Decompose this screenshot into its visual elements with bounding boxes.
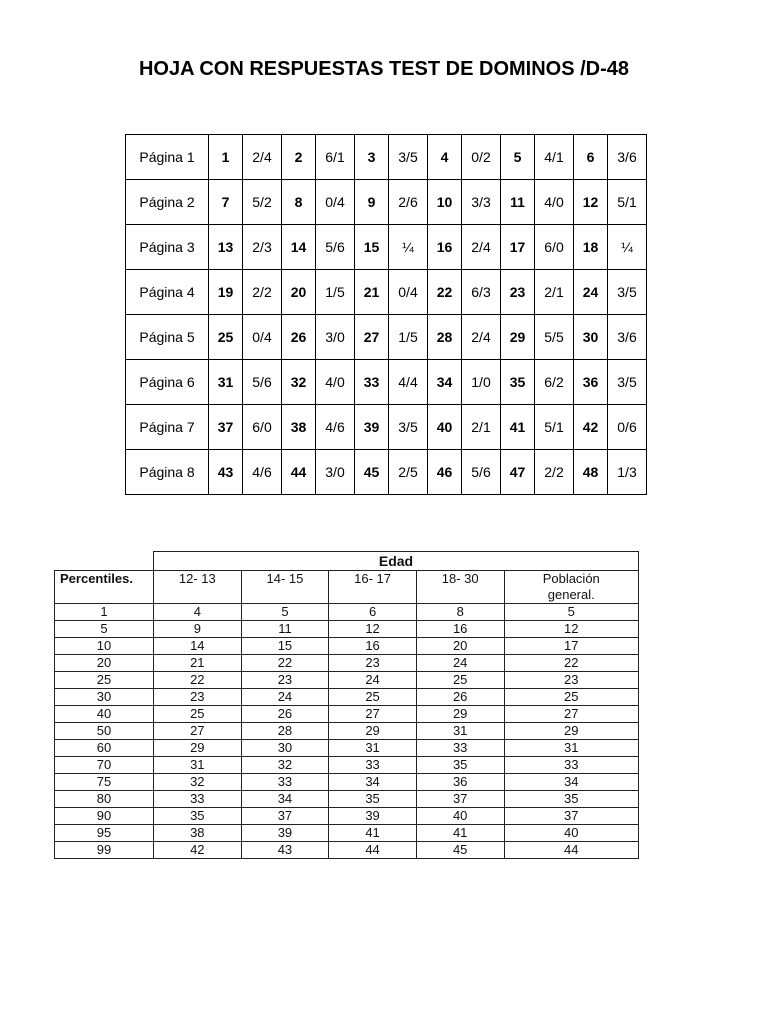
item-number: 35 bbox=[501, 360, 535, 405]
score-value: 31 bbox=[329, 740, 417, 757]
item-answer: 2/4 bbox=[243, 135, 282, 180]
score-value: 36 bbox=[416, 774, 504, 791]
answers-row bbox=[126, 270, 647, 315]
item-answer: 6/1 bbox=[316, 135, 355, 180]
score-value: 16 bbox=[329, 638, 417, 655]
score-value: 20 bbox=[416, 638, 504, 655]
percentile-value: 95 bbox=[55, 825, 154, 842]
item-number: 4 bbox=[428, 135, 462, 180]
score-value: 35 bbox=[416, 757, 504, 774]
score-value: 41 bbox=[329, 825, 417, 842]
item-answer: 0/4 bbox=[243, 315, 282, 360]
score-value: 5 bbox=[241, 604, 329, 621]
score-value: 24 bbox=[241, 689, 329, 706]
item-number: 22 bbox=[428, 270, 462, 315]
score-value: 34 bbox=[241, 791, 329, 808]
percentile-row bbox=[55, 842, 639, 859]
percentile-row bbox=[55, 723, 639, 740]
score-value: 42 bbox=[154, 842, 242, 859]
percentile-value: 1 bbox=[55, 604, 154, 621]
score-value: 38 bbox=[154, 825, 242, 842]
score-value: 31 bbox=[154, 757, 242, 774]
percentiles-header: Percentiles. bbox=[55, 571, 154, 604]
item-number: 7 bbox=[209, 180, 243, 225]
score-value: 8 bbox=[416, 604, 504, 621]
score-value: 15 bbox=[241, 638, 329, 655]
answers-table bbox=[125, 134, 647, 495]
item-answer: 5/6 bbox=[462, 450, 501, 495]
age-column-header: 18- 30 bbox=[416, 571, 504, 604]
score-value: 33 bbox=[241, 774, 329, 791]
score-value: 31 bbox=[504, 740, 639, 757]
age-column-header: 16- 17 bbox=[329, 571, 417, 604]
score-value: 45 bbox=[416, 842, 504, 859]
score-value: 40 bbox=[416, 808, 504, 825]
item-number: 8 bbox=[282, 180, 316, 225]
percentile-row bbox=[55, 655, 639, 672]
percentile-row bbox=[55, 604, 639, 621]
age-column-header: 14- 15 bbox=[241, 571, 329, 604]
item-answer: 2/1 bbox=[535, 270, 574, 315]
score-value: 23 bbox=[241, 672, 329, 689]
answers-row bbox=[126, 225, 647, 270]
percentile-value: 70 bbox=[55, 757, 154, 774]
item-number: 44 bbox=[282, 450, 316, 495]
percentile-value: 30 bbox=[55, 689, 154, 706]
item-number: 32 bbox=[282, 360, 316, 405]
score-value: 6 bbox=[329, 604, 417, 621]
item-number: 1 bbox=[209, 135, 243, 180]
item-number: 16 bbox=[428, 225, 462, 270]
item-answer: 4/1 bbox=[535, 135, 574, 180]
score-value: 29 bbox=[504, 723, 639, 740]
item-answer: 3/5 bbox=[389, 405, 428, 450]
score-value: 27 bbox=[504, 706, 639, 723]
item-number: 27 bbox=[355, 315, 389, 360]
item-answer: 4/0 bbox=[316, 360, 355, 405]
score-value: 44 bbox=[504, 842, 639, 859]
score-value: 21 bbox=[154, 655, 242, 672]
score-value: 28 bbox=[241, 723, 329, 740]
item-number: 38 bbox=[282, 405, 316, 450]
score-value: 9 bbox=[154, 621, 242, 638]
percentile-table-container bbox=[54, 551, 639, 884]
item-number: 5 bbox=[501, 135, 535, 180]
item-answer: 3/5 bbox=[608, 360, 647, 405]
score-value: 14 bbox=[154, 638, 242, 655]
percentile-value: 20 bbox=[55, 655, 154, 672]
item-answer: 0/6 bbox=[608, 405, 647, 450]
item-number: 6 bbox=[574, 135, 608, 180]
item-answer: 1/5 bbox=[389, 315, 428, 360]
score-value: 22 bbox=[241, 655, 329, 672]
page-label: Página 7 bbox=[126, 405, 209, 450]
percentile-row bbox=[55, 774, 639, 791]
score-value: 32 bbox=[241, 757, 329, 774]
item-answer: 4/6 bbox=[316, 405, 355, 450]
score-value: 34 bbox=[504, 774, 639, 791]
general-population-header bbox=[504, 571, 639, 604]
percentile-value: 99 bbox=[55, 842, 154, 859]
item-answer: 3/5 bbox=[389, 135, 428, 180]
score-value: 22 bbox=[504, 655, 639, 672]
item-answer: 4/4 bbox=[389, 360, 428, 405]
answers-row bbox=[126, 315, 647, 360]
item-number: 33 bbox=[355, 360, 389, 405]
score-value: 40 bbox=[504, 825, 639, 842]
percentile-value: 5 bbox=[55, 621, 154, 638]
item-number: 17 bbox=[501, 225, 535, 270]
item-answer: 0/4 bbox=[389, 270, 428, 315]
item-answer: 5/1 bbox=[608, 180, 647, 225]
item-number: 47 bbox=[501, 450, 535, 495]
page-label: Página 2 bbox=[126, 180, 209, 225]
score-value: 26 bbox=[241, 706, 329, 723]
item-number: 42 bbox=[574, 405, 608, 450]
score-value: 22 bbox=[154, 672, 242, 689]
item-answer: ¼ bbox=[389, 225, 428, 270]
score-value: 33 bbox=[154, 791, 242, 808]
item-answer: 3/3 bbox=[462, 180, 501, 225]
item-answer: 5/1 bbox=[535, 405, 574, 450]
item-number: 31 bbox=[209, 360, 243, 405]
score-value: 37 bbox=[241, 808, 329, 825]
score-value: 24 bbox=[416, 655, 504, 672]
item-number: 37 bbox=[209, 405, 243, 450]
percentile-row bbox=[55, 740, 639, 757]
score-value: 35 bbox=[504, 791, 639, 808]
score-value: 41 bbox=[416, 825, 504, 842]
item-answer: 2/4 bbox=[462, 315, 501, 360]
percentile-row bbox=[55, 638, 639, 655]
item-number: 14 bbox=[282, 225, 316, 270]
item-answer: 3/0 bbox=[316, 450, 355, 495]
percentile-value: 25 bbox=[55, 672, 154, 689]
score-value: 25 bbox=[154, 706, 242, 723]
percentile-value: 60 bbox=[55, 740, 154, 757]
item-answer: 2/2 bbox=[535, 450, 574, 495]
item-number: 34 bbox=[428, 360, 462, 405]
empty-corner-cell bbox=[55, 552, 154, 571]
item-number: 12 bbox=[574, 180, 608, 225]
page-label: Página 3 bbox=[126, 225, 209, 270]
percentile-row bbox=[55, 706, 639, 723]
score-value: 24 bbox=[329, 672, 417, 689]
item-answer: 2/6 bbox=[389, 180, 428, 225]
score-value: 35 bbox=[154, 808, 242, 825]
page-title: HOJA CON RESPUESTAS TEST DE DOMINOS /D-48 bbox=[138, 58, 630, 80]
score-value: 5 bbox=[504, 604, 639, 621]
score-value: 43 bbox=[241, 842, 329, 859]
score-value: 37 bbox=[504, 808, 639, 825]
score-value: 23 bbox=[154, 689, 242, 706]
item-number: 24 bbox=[574, 270, 608, 315]
item-number: 11 bbox=[501, 180, 535, 225]
item-number: 41 bbox=[501, 405, 535, 450]
score-value: 31 bbox=[416, 723, 504, 740]
item-answer: 3/5 bbox=[608, 270, 647, 315]
item-number: 2 bbox=[282, 135, 316, 180]
percentile-value: 50 bbox=[55, 723, 154, 740]
answers-row bbox=[126, 180, 647, 225]
score-value: 39 bbox=[329, 808, 417, 825]
item-answer: 1/3 bbox=[608, 450, 647, 495]
score-value: 25 bbox=[504, 689, 639, 706]
item-answer: 5/6 bbox=[316, 225, 355, 270]
item-answer: 0/2 bbox=[462, 135, 501, 180]
item-number: 43 bbox=[209, 450, 243, 495]
percentile-value: 40 bbox=[55, 706, 154, 723]
answers-row bbox=[126, 360, 647, 405]
score-value: 16 bbox=[416, 621, 504, 638]
item-answer: 2/5 bbox=[389, 450, 428, 495]
item-number: 18 bbox=[574, 225, 608, 270]
item-answer: 6/3 bbox=[462, 270, 501, 315]
item-number: 15 bbox=[355, 225, 389, 270]
item-number: 25 bbox=[209, 315, 243, 360]
answers-row bbox=[126, 450, 647, 495]
score-value: 25 bbox=[329, 689, 417, 706]
item-answer: 5/6 bbox=[243, 360, 282, 405]
score-value: 23 bbox=[504, 672, 639, 689]
general-population-header-line: general. bbox=[547, 587, 595, 602]
score-value: 25 bbox=[416, 672, 504, 689]
percentile-row bbox=[55, 621, 639, 638]
item-answer: 6/2 bbox=[535, 360, 574, 405]
age-group-header: Edad bbox=[154, 552, 639, 571]
item-number: 13 bbox=[209, 225, 243, 270]
score-value: 17 bbox=[504, 638, 639, 655]
item-number: 9 bbox=[355, 180, 389, 225]
page-label: Página 4 bbox=[126, 270, 209, 315]
score-value: 12 bbox=[329, 621, 417, 638]
item-answer: 0/4 bbox=[316, 180, 355, 225]
item-number: 45 bbox=[355, 450, 389, 495]
general-population-header-line: Población bbox=[542, 571, 600, 586]
item-answer: 4/0 bbox=[535, 180, 574, 225]
score-value: 34 bbox=[329, 774, 417, 791]
item-number: 26 bbox=[282, 315, 316, 360]
percentile-value: 90 bbox=[55, 808, 154, 825]
score-value: 4 bbox=[154, 604, 242, 621]
item-answer: 1/5 bbox=[316, 270, 355, 315]
score-value: 35 bbox=[329, 791, 417, 808]
score-value: 30 bbox=[241, 740, 329, 757]
score-value: 29 bbox=[416, 706, 504, 723]
score-value: 27 bbox=[154, 723, 242, 740]
item-answer: 3/6 bbox=[608, 315, 647, 360]
score-value: 44 bbox=[329, 842, 417, 859]
item-answer: 2/2 bbox=[243, 270, 282, 315]
item-number: 3 bbox=[355, 135, 389, 180]
score-value: 32 bbox=[154, 774, 242, 791]
item-number: 21 bbox=[355, 270, 389, 315]
item-answer: 6/0 bbox=[243, 405, 282, 450]
score-value: 29 bbox=[329, 723, 417, 740]
percentile-value: 80 bbox=[55, 791, 154, 808]
percentile-row bbox=[55, 757, 639, 774]
answers-row bbox=[126, 405, 647, 450]
item-number: 20 bbox=[282, 270, 316, 315]
item-answer: 3/0 bbox=[316, 315, 355, 360]
score-value: 23 bbox=[329, 655, 417, 672]
score-value: 12 bbox=[504, 621, 639, 638]
percentile-value: 10 bbox=[55, 638, 154, 655]
item-answer: 3/6 bbox=[608, 135, 647, 180]
item-number: 40 bbox=[428, 405, 462, 450]
percentile-row bbox=[55, 791, 639, 808]
score-value: 29 bbox=[154, 740, 242, 757]
score-value: 33 bbox=[416, 740, 504, 757]
answers-row bbox=[126, 135, 647, 180]
score-value: 39 bbox=[241, 825, 329, 842]
item-number: 23 bbox=[501, 270, 535, 315]
item-answer: 1/0 bbox=[462, 360, 501, 405]
item-number: 29 bbox=[501, 315, 535, 360]
page-label: Página 1 bbox=[126, 135, 209, 180]
score-value: 33 bbox=[504, 757, 639, 774]
item-number: 10 bbox=[428, 180, 462, 225]
item-number: 46 bbox=[428, 450, 462, 495]
item-number: 28 bbox=[428, 315, 462, 360]
item-answer: 2/4 bbox=[462, 225, 501, 270]
item-number: 36 bbox=[574, 360, 608, 405]
percentile-row bbox=[55, 825, 639, 842]
score-value: 27 bbox=[329, 706, 417, 723]
percentile-row bbox=[55, 689, 639, 706]
percentile-row bbox=[55, 808, 639, 825]
item-answer: 2/1 bbox=[462, 405, 501, 450]
item-answer: 5/5 bbox=[535, 315, 574, 360]
score-value: 33 bbox=[329, 757, 417, 774]
percentile-table bbox=[54, 551, 639, 859]
score-value: 11 bbox=[241, 621, 329, 638]
item-answer: 2/3 bbox=[243, 225, 282, 270]
percentile-row bbox=[55, 672, 639, 689]
age-column-header: 12- 13 bbox=[154, 571, 242, 604]
item-answer: 5/2 bbox=[243, 180, 282, 225]
item-answer: 6/0 bbox=[535, 225, 574, 270]
item-number: 19 bbox=[209, 270, 243, 315]
page-label: Página 5 bbox=[126, 315, 209, 360]
item-number: 39 bbox=[355, 405, 389, 450]
page-label: Página 8 bbox=[126, 450, 209, 495]
item-answer: 4/6 bbox=[243, 450, 282, 495]
percentile-value: 75 bbox=[55, 774, 154, 791]
page-label: Página 6 bbox=[126, 360, 209, 405]
score-value: 37 bbox=[416, 791, 504, 808]
score-value: 26 bbox=[416, 689, 504, 706]
item-number: 48 bbox=[574, 450, 608, 495]
item-number: 30 bbox=[574, 315, 608, 360]
item-answer: ¼ bbox=[608, 225, 647, 270]
